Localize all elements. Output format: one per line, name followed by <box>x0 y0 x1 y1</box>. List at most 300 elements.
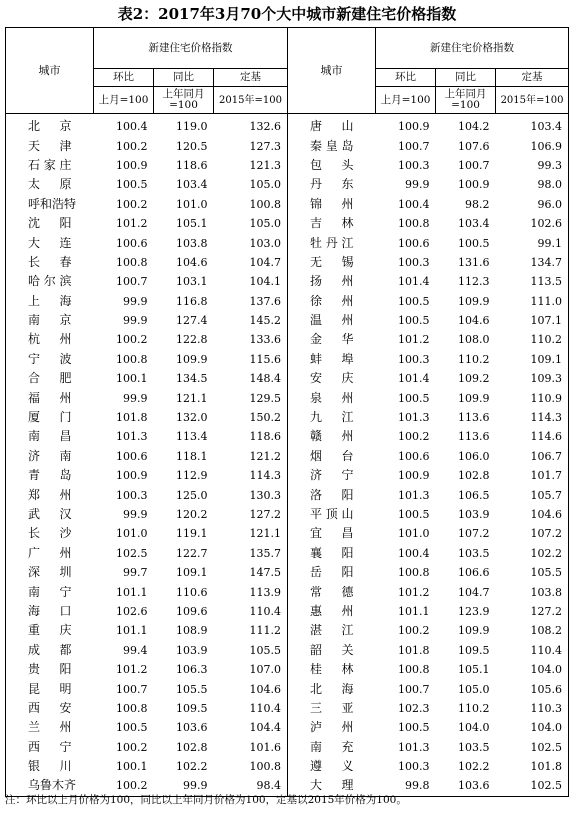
city-column-header-left: 城市 <box>6 28 94 114</box>
fixed-base-value-right: 104.6 <box>496 505 569 524</box>
city-name-left: 广州 <box>6 544 94 563</box>
yoy-value-left: 102.2 <box>176 760 208 774</box>
fixed-base-value-right: 110.4 <box>496 641 569 660</box>
fixed-base-value-left: 103.0 <box>214 233 288 252</box>
city-name-right: 泸州 <box>310 720 354 735</box>
table-row <box>6 175 569 194</box>
fixed-base-value-left: 114.3 <box>214 466 288 485</box>
mom-value-right: 100.3 <box>398 760 430 774</box>
mom-header-left: 环比 <box>94 69 154 87</box>
price-index-table <box>5 27 569 797</box>
city-name-left: 福州 <box>6 388 94 407</box>
city-name-right: 济宁 <box>310 468 354 483</box>
city-name-right: 北海 <box>310 681 354 696</box>
fixed-base-value-left: 105.0 <box>214 175 288 194</box>
yoy-value-left: 109.6 <box>176 604 208 618</box>
fixed-base-value-right: 102.2 <box>496 544 569 563</box>
table-row <box>6 602 569 621</box>
yoy-value-right: 105.1 <box>458 663 490 677</box>
mom-value-left: 100.8 <box>116 701 148 715</box>
table-row <box>6 136 569 155</box>
city-name-right: 唐山 <box>310 119 354 134</box>
index-group-header-left: 新建住宅价格指数 <box>94 28 288 69</box>
fixed-base-value-right: 102.5 <box>496 738 569 757</box>
yoy-value-left: 116.8 <box>176 294 208 308</box>
table-row <box>6 660 569 679</box>
table-row <box>6 738 569 757</box>
mom-value-right: 101.3 <box>398 740 430 754</box>
fixed-base-value-left: 105.5 <box>214 641 288 660</box>
mom-value-left: 100.2 <box>116 139 148 153</box>
fixed-base-value-left: 130.3 <box>214 485 288 504</box>
yoy-value-right: 103.4 <box>458 217 490 231</box>
mom-value-left: 101.8 <box>116 411 148 425</box>
yoy-value-right: 104.2 <box>458 120 490 134</box>
yoy-value-right: 102.8 <box>458 469 490 483</box>
mom-value-right: 100.3 <box>398 352 430 366</box>
city-name-right: 徐州 <box>310 293 354 308</box>
city-name-right: 无锡 <box>310 254 354 269</box>
city-name-right: 襄阳 <box>310 545 354 560</box>
mom-value-left: 100.2 <box>116 197 148 211</box>
city-name-left: 武汉 <box>6 505 94 524</box>
table-row <box>6 292 569 311</box>
yoy-value-left: 102.8 <box>176 740 208 754</box>
mom-value-right: 100.7 <box>398 682 430 696</box>
yoy-value-left: 103.6 <box>176 721 208 735</box>
city-name-left: 哈尔滨 <box>6 272 94 291</box>
table-row <box>6 311 569 330</box>
fixed-base-value-right: 104.0 <box>496 718 569 737</box>
mom-value-right: 99.8 <box>376 776 436 796</box>
fixed-base-value-left: 105.0 <box>214 214 288 233</box>
mom-value-left: 101.0 <box>116 527 148 541</box>
yoy-value-right: 104.0 <box>458 721 490 735</box>
mom-value-left: 100.3 <box>116 488 148 502</box>
table-row <box>6 447 569 466</box>
yoy-base-label-right: 上年同月=100 <box>436 87 496 114</box>
fixed-base-value-right: 114.6 <box>496 427 569 446</box>
fixed-base-value-right: 113.5 <box>496 272 569 291</box>
city-name-right: 遵义 <box>310 759 354 774</box>
mom-value-left: 101.3 <box>116 430 148 444</box>
mom-value-right: 100.5 <box>398 314 430 328</box>
yoy-value-left: 99.9 <box>154 776 214 796</box>
mom-value-right: 100.5 <box>398 508 430 521</box>
table-row <box>6 582 569 601</box>
yoy-value-right: 106.5 <box>458 488 490 502</box>
mom-value-left: 99.9 <box>123 314 148 328</box>
fixed-base-value-right: 96.0 <box>496 195 569 214</box>
yoy-value-right: 103.6 <box>436 776 496 796</box>
yoy-value-left: 106.3 <box>176 663 208 677</box>
fixed-base-value-left: 110.4 <box>214 699 288 718</box>
yoy-value-right: 104.6 <box>458 314 490 328</box>
mom-value-right: 100.2 <box>398 430 430 444</box>
fixed-base-value-right: 104.0 <box>496 660 569 679</box>
mom-value-right: 100.8 <box>398 663 430 677</box>
mom-value-right: 101.0 <box>398 527 430 541</box>
yoy-value-left: 110.6 <box>176 585 208 599</box>
yoy-value-left: 122.8 <box>176 333 208 347</box>
fixed-base-value-left: 132.6 <box>214 114 288 137</box>
yoy-value-left: 101.0 <box>176 197 208 211</box>
city-name-right: 南充 <box>310 739 354 754</box>
fixed-base-value-right: 110.3 <box>496 699 569 718</box>
city-name-right: 泉州 <box>310 390 354 405</box>
yoy-value-right: 106.0 <box>458 449 490 463</box>
city-name-right: 赣州 <box>310 429 354 444</box>
fixed-base-value-left: 133.6 <box>214 330 288 349</box>
yoy-value-right: 100.5 <box>458 236 490 250</box>
mom-value-right: 100.9 <box>398 469 430 483</box>
mom-value-left: 99.9 <box>123 508 148 521</box>
mom-value-right: 100.2 <box>398 624 430 638</box>
yoy-value-left: 121.1 <box>176 391 208 405</box>
mom-value-left: 100.2 <box>116 333 148 347</box>
fixed-base-value-right: 99.1 <box>496 233 569 252</box>
city-name-left: 青岛 <box>6 466 94 485</box>
yoy-value-left: 103.8 <box>176 236 208 250</box>
mom-value-right: 101.3 <box>398 411 430 425</box>
table-row <box>6 408 569 427</box>
table-row <box>6 641 569 660</box>
yoy-header-right: 同比 <box>436 69 496 87</box>
city-name-right: 烟台 <box>310 448 354 463</box>
index-group-header-right: 新建住宅价格指数 <box>376 28 569 69</box>
mom-value-left: 99.4 <box>123 643 148 657</box>
mom-value-left: 101.2 <box>116 217 148 231</box>
table-row <box>6 214 569 233</box>
city-name-right: 丹东 <box>310 177 354 192</box>
city-name-left: 上海 <box>6 292 94 311</box>
city-name-right: 牡丹江 <box>310 235 354 250</box>
yoy-value-right: 123.9 <box>458 604 490 618</box>
fixed-base-value-left: 129.5 <box>214 388 288 407</box>
table-body <box>6 114 569 797</box>
city-name-left: 沈阳 <box>6 214 94 233</box>
table-row <box>6 466 569 485</box>
fixed-base-value-right: 101.7 <box>496 466 569 485</box>
yoy-value-left: 109.5 <box>176 701 208 715</box>
fixed-base-value-left: 104.7 <box>214 253 288 272</box>
yoy-value-right: 104.7 <box>458 585 490 599</box>
mom-header-right: 环比 <box>376 69 436 87</box>
fixed-base-header-left: 定基 <box>214 69 288 87</box>
city-name-right: 锦州 <box>310 196 354 211</box>
mom-value-right: 101.4 <box>398 372 430 386</box>
city-name-left: 太原 <box>6 175 94 194</box>
mom-value-left: 100.1 <box>116 372 148 386</box>
table-row <box>6 330 569 349</box>
city-name-right: 蚌埠 <box>310 351 354 366</box>
fixed-base-value-right: 108.2 <box>496 621 569 640</box>
fixed-base-value-right: 103.4 <box>496 114 569 137</box>
fixed-base-value-right: 101.8 <box>496 757 569 776</box>
yoy-value-right: 108.0 <box>458 333 490 347</box>
yoy-value-left: 127.4 <box>176 314 208 328</box>
mom-value-left: 99.9 <box>123 391 148 405</box>
mom-value-right: 101.2 <box>398 333 430 347</box>
mom-value-right: 100.7 <box>398 139 430 153</box>
mom-value-left: 101.1 <box>116 624 148 638</box>
yoy-value-right: 110.2 <box>458 701 490 715</box>
mom-value-left: 100.1 <box>116 760 148 774</box>
city-name-right: 吉林 <box>310 216 354 231</box>
yoy-value-right: 102.2 <box>458 760 490 774</box>
table-row <box>6 388 569 407</box>
mom-value-left: 100.7 <box>116 682 148 696</box>
yoy-value-left: 119.1 <box>176 527 208 541</box>
mom-value-right: 100.4 <box>398 546 430 560</box>
mom-value-right: 100.3 <box>398 255 430 269</box>
city-name-left: 厦门 <box>6 408 94 427</box>
yoy-value-left: 125.0 <box>176 488 208 502</box>
mom-value-right: 101.4 <box>398 275 430 289</box>
table-header <box>6 28 569 114</box>
table-row <box>6 679 569 698</box>
mom-value-right: 100.3 <box>398 158 430 172</box>
fixed-base-value-right: 109.1 <box>496 350 569 369</box>
mom-value-right: 100.6 <box>398 236 430 250</box>
mom-value-left: 99.9 <box>123 294 148 308</box>
table-row <box>6 233 569 252</box>
yoy-value-right: 105.0 <box>458 682 490 696</box>
mom-value-left: 102.6 <box>116 604 148 618</box>
yoy-value-right: 113.6 <box>458 430 490 444</box>
mom-value-left: 100.2 <box>94 776 154 796</box>
yoy-value-right: 109.9 <box>458 391 490 405</box>
fixed-base-value-right: 99.3 <box>496 156 569 175</box>
yoy-value-left: 103.9 <box>176 643 208 657</box>
city-name-left: 南昌 <box>6 427 94 446</box>
mom-value-right: 100.5 <box>398 721 430 735</box>
city-name-right: 扬州 <box>310 274 354 289</box>
city-name-left: 银川 <box>6 757 94 776</box>
mom-value-left: 100.6 <box>116 449 148 463</box>
fixed-base-value-left: 101.6 <box>214 738 288 757</box>
fixed-base-label-right: 2015年=100 <box>496 87 569 114</box>
mom-value-right: 102.3 <box>398 701 430 715</box>
city-name-left: 南宁 <box>6 582 94 601</box>
fixed-base-value-right: 102.6 <box>496 214 569 233</box>
city-name-left: 长春 <box>6 253 94 272</box>
yoy-value-left: 120.5 <box>176 139 208 153</box>
city-name-left: 西安 <box>6 699 94 718</box>
table-row <box>6 156 569 175</box>
mom-value-right: 101.1 <box>398 604 430 618</box>
mom-value-right: 100.6 <box>398 449 430 463</box>
yoy-value-right: 109.5 <box>458 643 490 657</box>
yoy-value-left: 105.5 <box>176 682 208 696</box>
city-name-right: 平顶山 <box>310 507 354 521</box>
city-name-right: 宜昌 <box>310 526 354 541</box>
mom-value-right: 100.4 <box>398 197 430 211</box>
mom-value-right: 101.2 <box>398 585 430 599</box>
yoy-value-left: 118.1 <box>176 449 208 463</box>
yoy-value-right: 113.6 <box>458 411 490 425</box>
fixed-base-value-right: 110.2 <box>496 330 569 349</box>
fixed-base-value-left: 115.6 <box>214 350 288 369</box>
yoy-header-left: 同比 <box>154 69 214 87</box>
fixed-base-value-left: 98.4 <box>214 776 288 796</box>
yoy-value-left: 132.0 <box>176 411 208 425</box>
yoy-value-left: 103.1 <box>176 275 208 289</box>
yoy-value-left: 119.0 <box>176 120 208 134</box>
city-name-left: 石家庄 <box>6 156 94 175</box>
fixed-base-value-right: 106.7 <box>496 447 569 466</box>
mom-value-left: 100.4 <box>116 120 148 134</box>
yoy-value-left: 134.5 <box>176 372 208 386</box>
city-name-left: 天津 <box>6 136 94 155</box>
yoy-value-right: 107.6 <box>458 139 490 153</box>
city-name-left: 合肥 <box>6 369 94 388</box>
city-name-right: 湛江 <box>310 623 354 638</box>
table-row <box>6 427 569 446</box>
fixed-base-value-left: 111.2 <box>214 621 288 640</box>
table-row <box>6 485 569 504</box>
yoy-value-left: 109.1 <box>176 566 208 580</box>
fixed-base-value-right: 107.2 <box>496 524 569 543</box>
fixed-base-value-left: 107.0 <box>214 660 288 679</box>
city-name-left: 深圳 <box>6 563 94 582</box>
fixed-base-value-left: 104.1 <box>214 272 288 291</box>
city-name-right: 岳阳 <box>310 565 354 580</box>
fixed-base-value-left: 113.9 <box>214 582 288 601</box>
footnote: 注：环比以上月价格为100，同比以上年同月价格为100，定基以2015年价格为100。 <box>5 794 407 806</box>
yoy-value-left: 122.7 <box>176 546 208 560</box>
mom-value-right: 100.5 <box>398 391 430 405</box>
city-name-right: 九江 <box>310 410 354 425</box>
city-name-right: 洛阳 <box>310 487 354 502</box>
table-title: 表2：2017年3月70个大中城市新建住宅价格指数 <box>117 5 457 23</box>
yoy-value-right: 107.2 <box>458 527 490 541</box>
yoy-value-left: 120.2 <box>176 508 208 521</box>
mom-base-label-left: 上月=100 <box>94 87 154 114</box>
fixed-base-value-right: 98.0 <box>496 175 569 194</box>
fixed-base-value-left: 100.8 <box>214 195 288 214</box>
yoy-value-right: 112.3 <box>458 275 490 289</box>
fixed-base-value-left: 137.6 <box>214 292 288 311</box>
city-name-right: 三亚 <box>310 700 354 715</box>
city-name-left: 西宁 <box>6 738 94 757</box>
city-name-left: 南京 <box>6 311 94 330</box>
city-name-left: 乌鲁木齐 <box>6 776 94 796</box>
city-name-right: 秦皇岛 <box>310 138 354 153</box>
mom-value-left: 100.5 <box>116 721 148 735</box>
yoy-value-right: 103.5 <box>458 546 490 560</box>
city-name-left: 兰州 <box>6 718 94 737</box>
city-name-right: 惠州 <box>310 603 354 618</box>
mom-value-right: 100.9 <box>398 120 430 134</box>
fixed-base-value-left: 127.2 <box>214 505 288 524</box>
table-row <box>6 195 569 214</box>
city-name-left: 济南 <box>6 447 94 466</box>
city-name-left: 重庆 <box>6 621 94 640</box>
fixed-base-value-left: 104.4 <box>214 718 288 737</box>
city-name-left: 郑州 <box>6 485 94 504</box>
table-row <box>6 757 569 776</box>
fixed-base-value-right: 106.9 <box>496 136 569 155</box>
yoy-value-right: 106.6 <box>458 566 490 580</box>
fixed-base-value-left: 100.8 <box>214 757 288 776</box>
mom-value-left: 100.7 <box>116 275 148 289</box>
fixed-base-value-left: 110.4 <box>214 602 288 621</box>
fixed-base-header-right: 定基 <box>496 69 569 87</box>
city-name-left: 呼和浩特 <box>6 195 94 214</box>
yoy-value-right: 109.9 <box>458 294 490 308</box>
fixed-base-value-left: 127.3 <box>214 136 288 155</box>
mom-value-right: 99.9 <box>405 178 430 192</box>
city-name-right: 包头 <box>310 157 354 172</box>
fixed-base-value-left: 150.2 <box>214 408 288 427</box>
city-name-left: 成都 <box>6 641 94 660</box>
city-name-left: 宁波 <box>6 350 94 369</box>
yoy-value-right: 103.9 <box>458 508 490 521</box>
fixed-base-value-right: 105.6 <box>496 679 569 698</box>
table-row <box>6 699 569 718</box>
city-name-left: 长沙 <box>6 524 94 543</box>
table-row <box>6 544 569 563</box>
fixed-base-value-left: 145.2 <box>214 311 288 330</box>
city-name-left: 杭州 <box>6 330 94 349</box>
table-row <box>6 621 569 640</box>
city-name-left: 昆明 <box>6 679 94 698</box>
fixed-base-value-left: 118.6 <box>214 427 288 446</box>
yoy-value-left: 112.9 <box>176 469 208 483</box>
fixed-base-value-left: 121.2 <box>214 447 288 466</box>
mom-value-left: 102.5 <box>116 546 148 560</box>
mom-value-left: 100.9 <box>116 469 148 483</box>
yoy-value-right: 131.6 <box>458 255 490 269</box>
city-name-right: 韶关 <box>310 642 354 657</box>
yoy-value-right: 109.2 <box>458 372 490 386</box>
city-name-left: 北京 <box>6 114 94 137</box>
table-row <box>6 369 569 388</box>
mom-value-left: 100.6 <box>116 236 148 250</box>
city-name-left: 大连 <box>6 233 94 252</box>
fixed-base-value-right: 103.8 <box>496 582 569 601</box>
yoy-value-left: 105.1 <box>176 217 208 231</box>
fixed-base-value-left: 121.1 <box>214 524 288 543</box>
yoy-value-right: 109.9 <box>458 624 490 638</box>
fixed-base-value-right: 107.1 <box>496 311 569 330</box>
mom-value-left: 100.9 <box>116 158 148 172</box>
yoy-value-right: 110.2 <box>458 352 490 366</box>
table-row <box>6 114 569 137</box>
mom-value-right: 100.5 <box>398 294 430 308</box>
yoy-value-left: 103.4 <box>176 178 208 192</box>
fixed-base-value-right: 114.3 <box>496 408 569 427</box>
city-name-right: 桂林 <box>310 662 354 677</box>
fixed-base-label-left: 2015年=100 <box>214 87 288 114</box>
fixed-base-value-right: 111.0 <box>496 292 569 311</box>
mom-value-left: 100.8 <box>116 255 148 269</box>
yoy-value-right: 103.5 <box>458 740 490 754</box>
fixed-base-value-right: 105.7 <box>496 485 569 504</box>
mom-value-left: 101.1 <box>116 585 148 599</box>
mom-base-label-right: 上月=100 <box>376 87 436 114</box>
fixed-base-value-right: 127.2 <box>496 602 569 621</box>
fixed-base-value-left: 121.3 <box>214 156 288 175</box>
mom-value-left: 100.2 <box>116 740 148 754</box>
mom-value-right: 100.8 <box>398 566 430 580</box>
table-row <box>6 524 569 543</box>
fixed-base-value-left: 148.4 <box>214 369 288 388</box>
mom-value-left: 100.8 <box>116 352 148 366</box>
yoy-value-right: 100.7 <box>458 158 490 172</box>
yoy-base-label-left: 上年同月=100 <box>154 87 214 114</box>
